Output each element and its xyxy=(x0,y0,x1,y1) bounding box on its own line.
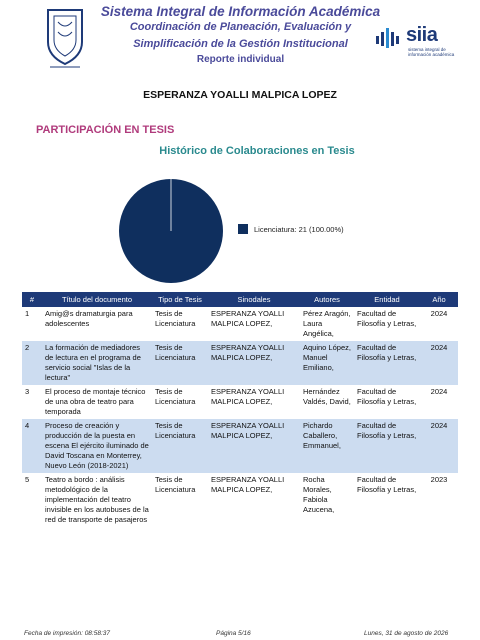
header-text xyxy=(98,4,383,65)
section-title: PARTICIPACIÓN EN TESIS xyxy=(36,124,175,136)
cell-type: Tesis de Licenciatura xyxy=(155,475,196,494)
pie-chart xyxy=(118,178,224,284)
cell-year: 2024 xyxy=(420,341,458,385)
col-header-title: Título del documento xyxy=(42,292,152,307)
cell-autores: Pérez Aragón, Laura Angélica, xyxy=(303,309,351,338)
cell-year: 2023 xyxy=(430,475,448,484)
unam-shield-icon xyxy=(40,4,90,70)
person-name: ESPERANZA YOALLI MALPICA LOPEZ xyxy=(143,89,337,101)
cell-type: Tesis de Licenciatura xyxy=(155,387,196,406)
cell-sinodales: ESPERANZA YOALLI MALPICA LOPEZ, xyxy=(211,475,285,494)
cell-entidad: Facultad de Filosofía y Letras, xyxy=(357,309,417,328)
print-date: Fecha de impresión: 08:58:37 xyxy=(24,630,110,637)
cell-year: 2024 xyxy=(430,387,448,396)
cell-number: 3 xyxy=(25,387,30,396)
cell-title: La formación de mediadores de lectura en el programa de servicio social "Islas de la lectura" xyxy=(42,341,152,385)
cell-entidad: Facultad de Filosofía y Letras, xyxy=(357,387,417,406)
cell-number: 4 xyxy=(22,419,42,473)
col-header-number: # xyxy=(22,292,42,307)
legend-label: Licenciatura: 21 (100.00%) xyxy=(254,224,344,234)
cell-entidad: Facultad de Filosofía y Letras, xyxy=(354,419,420,473)
coordination-line-1: Coordinación de Planeación, Evaluación y xyxy=(129,21,352,33)
chart-title: Histórico de Colaboraciones en Tesis xyxy=(159,145,355,157)
report-header xyxy=(0,0,480,80)
cell-title: El proceso de montaje técnico de una obra de teatro para temporada xyxy=(45,387,146,416)
cell-autores: Aquino López, Manuel Emiliano, xyxy=(300,341,354,385)
cell-year: 2024 xyxy=(430,309,448,318)
cell-title: Teatro a bordo : análisis metodológico de la implementación del teatro invisible en los autobuses de la red de transporte de pasajeros xyxy=(45,475,149,524)
col-header-autores: Autores xyxy=(300,292,354,307)
table-row xyxy=(22,419,458,473)
system-title: Sistema Integral de Información Académica xyxy=(100,4,381,19)
cell-sinodales: ESPERANZA YOALLI MALPICA LOPEZ, xyxy=(208,419,300,473)
col-header-sinodales: Sinodales xyxy=(208,292,300,307)
cell-title: Proceso de creación y producción de la puesta en escena El ejército iluminado de David Toscana en Monterrey, Nuevo León (2018-2021) xyxy=(42,419,152,473)
cell-sinodales: ESPERANZA YOALLI MALPICA LOPEZ, xyxy=(211,387,285,406)
col-header-type: Tipo de Tesis xyxy=(152,292,208,307)
legend-swatch xyxy=(238,224,248,234)
thesis-table xyxy=(22,292,458,527)
cell-type: Tesis de Licenciatura xyxy=(152,419,208,473)
siia-logo xyxy=(376,24,456,58)
table-header-row xyxy=(22,292,458,307)
cell-entidad: Facultad de Filosofía y Letras, xyxy=(357,475,417,494)
cell-year: 2024 xyxy=(420,419,458,473)
siia-tagline: sistema integral de información académica xyxy=(408,47,455,57)
cell-autores: Pichardo Caballero, Emmanuel, xyxy=(300,419,354,473)
cell-number: 2 xyxy=(22,341,42,385)
chart-legend xyxy=(238,224,344,234)
coordination-line-2: Simplificación de la Gestión Institucional xyxy=(133,38,348,50)
table-row xyxy=(22,307,458,341)
cell-number: 1 xyxy=(25,309,30,318)
cell-type: Tesis de Licenciatura xyxy=(155,309,196,328)
cell-autores: Rocha Morales, Fabiola Azucena, xyxy=(303,475,335,514)
siia-wordmark: siia xyxy=(406,24,438,46)
cell-autores: Hernández Valdés, David, xyxy=(303,387,351,406)
siia-bars-icon xyxy=(376,28,404,50)
cell-title: Amig@s dramaturgia para adolescentes xyxy=(45,309,133,328)
page-number: Página 5/16 xyxy=(216,630,251,637)
col-header-year: Año xyxy=(420,292,458,307)
cell-number: 5 xyxy=(25,475,30,484)
col-header-entidad: Entidad xyxy=(354,292,420,307)
cell-type: Tesis de Licenciatura xyxy=(152,341,208,385)
cell-sinodales: ESPERANZA YOALLI MALPICA LOPEZ, xyxy=(208,341,300,385)
current-date: Lunes, 31 de agosto de 2026 xyxy=(364,630,449,637)
cell-entidad: Facultad de Filosofía y Letras, xyxy=(354,341,420,385)
table-row xyxy=(22,473,458,527)
report-type: Reporte individual xyxy=(196,54,285,65)
table-row xyxy=(22,341,458,385)
cell-sinodales: ESPERANZA YOALLI MALPICA LOPEZ, xyxy=(211,309,285,328)
table-row xyxy=(22,385,458,419)
